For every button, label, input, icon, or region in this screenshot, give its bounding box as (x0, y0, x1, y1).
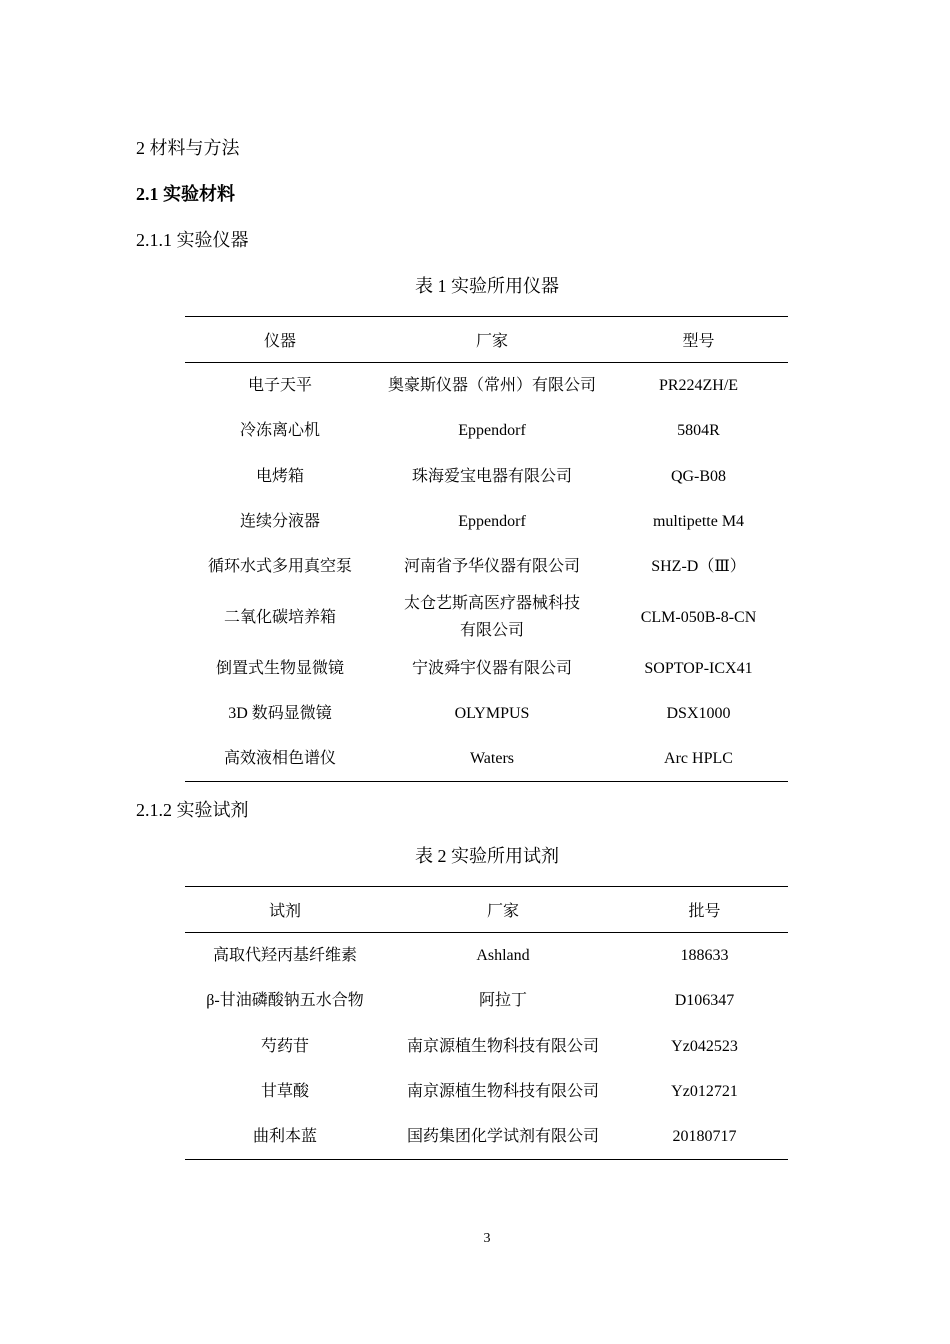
cell-vendor: 宁波舜宇仪器有限公司 (411, 659, 572, 677)
cell-batch: D106347 (674, 992, 735, 1010)
cell-instrument: 电子天平 (247, 377, 312, 395)
cell-model: multipette M4 (652, 513, 745, 531)
table2-caption: 表 2 实验所用试剂 (415, 846, 559, 866)
cell-reagent: 曲利本蓝 (252, 1128, 317, 1146)
cell-vendor: 南京源植生物科技有限公司 (406, 1037, 599, 1055)
section-heading-2-1: 2.1 实验材料 (136, 184, 235, 204)
cell-vendor: 阿拉丁 (478, 992, 527, 1010)
cell-vendor: Waters (469, 750, 515, 768)
table-row (185, 978, 788, 1023)
cell-model: 5804R (677, 422, 720, 440)
cell-instrument: 冷冻离心机 (239, 422, 320, 440)
cell-reagent: 芍药苷 (260, 1037, 309, 1055)
cell-vendor: 国药集团化学试剂有限公司 (406, 1128, 599, 1146)
instruments-table (185, 316, 788, 782)
table-row (185, 499, 788, 544)
cell-vendor: OLYMPUS (454, 704, 530, 722)
table-row (185, 408, 788, 453)
cell-model: DSX1000 (666, 704, 731, 722)
table-row (185, 1069, 788, 1114)
cell-vendor: Eppendorf (458, 513, 526, 531)
cell-vendor: Eppendorf (458, 422, 526, 440)
reagents-table (185, 886, 788, 1160)
cell-model: SHZ-D（Ⅲ） (651, 558, 746, 576)
cell-vendor (375, 589, 609, 645)
cell-batch: 20180717 (672, 1128, 737, 1146)
cell-instrument: 倒置式生物显微镜 (215, 659, 344, 677)
page-number: 3 (483, 1231, 491, 1246)
section-heading-2-1-1: 2.1.1 实验仪器 (136, 230, 249, 250)
cell-vendor-line1: 太仓艺斯高医疗器械科技 (403, 595, 580, 613)
column-header: 试剂 (185, 887, 385, 933)
cell-vendor: 河南省予华仪器有限公司 (403, 558, 580, 576)
cell-vendor: Ashland (476, 947, 530, 965)
section-heading-2: 2 材料与方法 (136, 138, 240, 158)
column-header: 型号 (609, 317, 788, 363)
cell-instrument: 循环水式多用真空泵 (207, 558, 352, 576)
column-header: 厂家 (375, 317, 609, 363)
table-row (185, 1024, 788, 1069)
cell-reagent: 甘草酸 (260, 1083, 309, 1101)
section-heading-2-1-2: 2.1.2 实验试剂 (136, 800, 249, 820)
cell-model: SOPTOP-ICX41 (644, 659, 753, 677)
cell-batch: Yz012721 (671, 1083, 738, 1101)
cell-instrument: 高效液相色谱仪 (223, 750, 336, 768)
cell-reagent: 高取代羟丙基纤维素 (212, 947, 357, 965)
table-row (185, 645, 788, 690)
column-header: 批号 (621, 887, 788, 933)
cell-instrument: 电烤箱 (255, 467, 304, 485)
table-header-row (185, 887, 788, 933)
cell-model: CLM-050B-8-CN (640, 608, 757, 626)
cell-instrument: 二氧化碳培养箱 (223, 608, 336, 626)
cell-batch: Yz042523 (671, 1037, 738, 1055)
cell-reagent: β-甘油磷酸钠五水合物 (206, 992, 364, 1010)
table1-caption: 表 1 实验所用仪器 (415, 276, 559, 296)
cell-vendor: 南京源植生物科技有限公司 (406, 1083, 599, 1101)
column-header: 厂家 (385, 887, 621, 933)
table-header-row (185, 317, 788, 363)
cell-model: Arc HPLC (664, 750, 733, 768)
table-row (185, 589, 788, 645)
cell-batch: 188633 (680, 947, 729, 965)
cell-model: PR224ZH/E (658, 377, 739, 395)
cell-instrument: 连续分液器 (239, 513, 320, 531)
table-row (185, 363, 788, 409)
table-row (185, 736, 788, 782)
cell-vendor-line2: 有限公司 (459, 622, 524, 640)
table-row (185, 544, 788, 589)
cell-vendor: 奥豪斯仪器（常州）有限公司 (387, 377, 596, 395)
table-row (185, 933, 788, 979)
table-row (185, 454, 788, 499)
cell-instrument: 3D 数码显微镜 (228, 704, 332, 722)
cell-model: QG-B08 (670, 467, 727, 485)
table-row (185, 1114, 788, 1160)
column-header: 仪器 (185, 317, 375, 363)
table-row (185, 691, 788, 736)
cell-vendor: 珠海爱宝电器有限公司 (411, 467, 572, 485)
